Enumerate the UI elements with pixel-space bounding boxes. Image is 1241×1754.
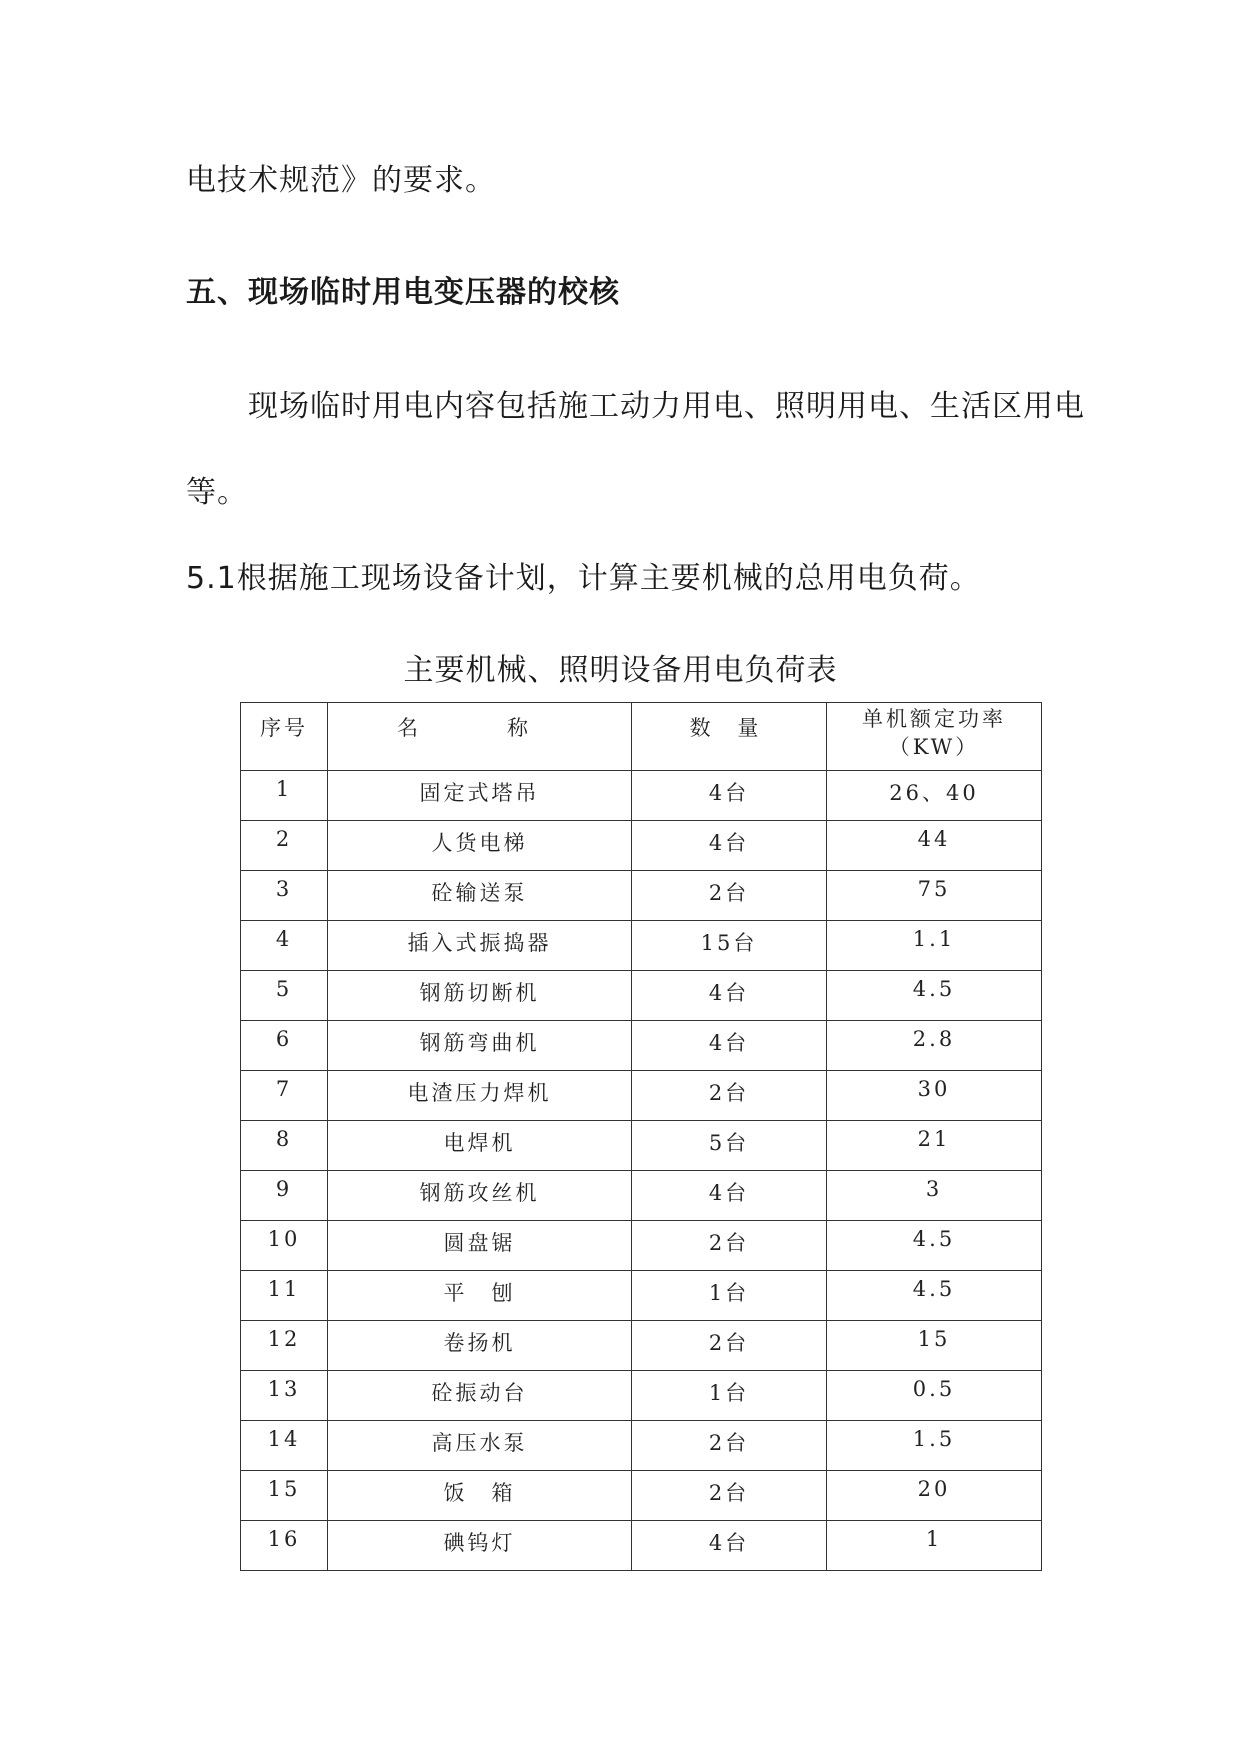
header-qty: 数 量 [632, 703, 827, 771]
cell-index: 4 [241, 921, 328, 971]
cell-name: 钢筋切断机 [328, 971, 632, 1021]
cell-name: 固定式塔吊 [328, 771, 632, 821]
cell-qty: 4台 [632, 1521, 827, 1571]
table-row [241, 1021, 1042, 1071]
table-row [241, 1471, 1042, 1521]
cell-name: 平 刨 [328, 1271, 632, 1321]
cell-index: 6 [241, 1021, 328, 1071]
cell-index: 15 [241, 1471, 328, 1521]
table-row [241, 1271, 1042, 1321]
table-title: 主要机械、照明设备用电负荷表 [403, 653, 838, 688]
table-row [241, 1121, 1042, 1171]
paragraph-5-1: 5.1根据施工现场设备计划，计算主要机械的总用电负荷。 [186, 561, 981, 596]
cell-qty: 4台 [632, 771, 827, 821]
cell-power: 4.5 [827, 971, 1042, 1021]
cell-index: 9 [241, 1171, 328, 1221]
cell-name: 电渣压力焊机 [328, 1071, 632, 1121]
cell-power: 30 [827, 1071, 1042, 1121]
paragraph-line: 现场临时用电内容包括施工动力用电、照明用电、生活区用电 [248, 389, 1085, 424]
header-index: 序号 [241, 703, 328, 771]
cell-power: 0.5 [827, 1371, 1042, 1421]
cell-power: 1.5 [827, 1421, 1042, 1471]
cell-index: 13 [241, 1371, 328, 1421]
cell-name: 钢筋弯曲机 [328, 1021, 632, 1071]
table-row [241, 1371, 1042, 1421]
cell-qty: 15台 [632, 921, 827, 971]
table-row [241, 1171, 1042, 1221]
cell-qty: 4台 [632, 1021, 827, 1071]
cell-qty: 2台 [632, 1321, 827, 1371]
cell-power: 3 [827, 1171, 1042, 1221]
cell-name: 碘钨灯 [328, 1521, 632, 1571]
cell-name: 人货电梯 [328, 821, 632, 871]
cell-power: 1 [827, 1521, 1042, 1571]
cell-qty: 2台 [632, 1471, 827, 1521]
cell-power: 4.5 [827, 1271, 1042, 1321]
cell-index: 10 [241, 1221, 328, 1271]
cell-name: 砼输送泵 [328, 871, 632, 921]
table-row [241, 971, 1042, 1021]
cell-qty: 2台 [632, 1071, 827, 1121]
cell-power: 21 [827, 1121, 1042, 1171]
paragraph-line: 等。 [186, 475, 248, 510]
cell-qty: 5台 [632, 1121, 827, 1171]
table-row [241, 1321, 1042, 1371]
table-row [241, 821, 1042, 871]
table-row [241, 1421, 1042, 1471]
cell-name: 卷扬机 [328, 1321, 632, 1371]
table-row [241, 921, 1042, 971]
cell-index: 3 [241, 871, 328, 921]
cell-name: 圆盘锯 [328, 1221, 632, 1271]
cell-qty: 1台 [632, 1271, 827, 1321]
cell-name: 高压水泵 [328, 1421, 632, 1471]
cell-index: 5 [241, 971, 328, 1021]
table-row [241, 771, 1042, 821]
cell-power: 15 [827, 1321, 1042, 1371]
cell-index: 11 [241, 1271, 328, 1321]
cell-qty: 4台 [632, 821, 827, 871]
cell-name: 饭 箱 [328, 1471, 632, 1521]
cell-power: 2.8 [827, 1021, 1042, 1071]
cell-index: 16 [241, 1521, 328, 1571]
cell-power: 20 [827, 1471, 1042, 1521]
cell-qty: 1台 [632, 1371, 827, 1421]
cell-qty: 2台 [632, 1421, 827, 1471]
cell-qty: 4台 [632, 971, 827, 1021]
cell-index: 1 [241, 771, 328, 821]
header-power: 单机额定功率（KW） [827, 703, 1042, 771]
cell-power: 4.5 [827, 1221, 1042, 1271]
cell-power: 44 [827, 821, 1042, 871]
cell-index: 8 [241, 1121, 328, 1171]
cell-qty: 4台 [632, 1171, 827, 1221]
cell-qty: 2台 [632, 1221, 827, 1271]
section-heading: 五、现场临时用电变压器的校核 [186, 275, 620, 310]
cell-index: 7 [241, 1071, 328, 1121]
cell-power: 26、40 [827, 771, 1042, 821]
table-header-row [241, 703, 1042, 771]
table-row [241, 1521, 1042, 1571]
cell-name: 砼振动台 [328, 1371, 632, 1421]
cell-qty: 2台 [632, 871, 827, 921]
cell-index: 12 [241, 1321, 328, 1371]
body-text-line: 电技术规范》的要求。 [186, 163, 496, 198]
cell-power: 75 [827, 871, 1042, 921]
table-row [241, 871, 1042, 921]
header-name: 名 称 [328, 703, 632, 771]
cell-name: 钢筋攻丝机 [328, 1171, 632, 1221]
load-table [240, 702, 1042, 1571]
cell-index: 14 [241, 1421, 328, 1471]
cell-index: 2 [241, 821, 328, 871]
table-row [241, 1221, 1042, 1271]
cell-name: 电焊机 [328, 1121, 632, 1171]
table-row [241, 1071, 1042, 1121]
cell-name: 插入式振捣器 [328, 921, 632, 971]
cell-power: 1.1 [827, 921, 1042, 971]
